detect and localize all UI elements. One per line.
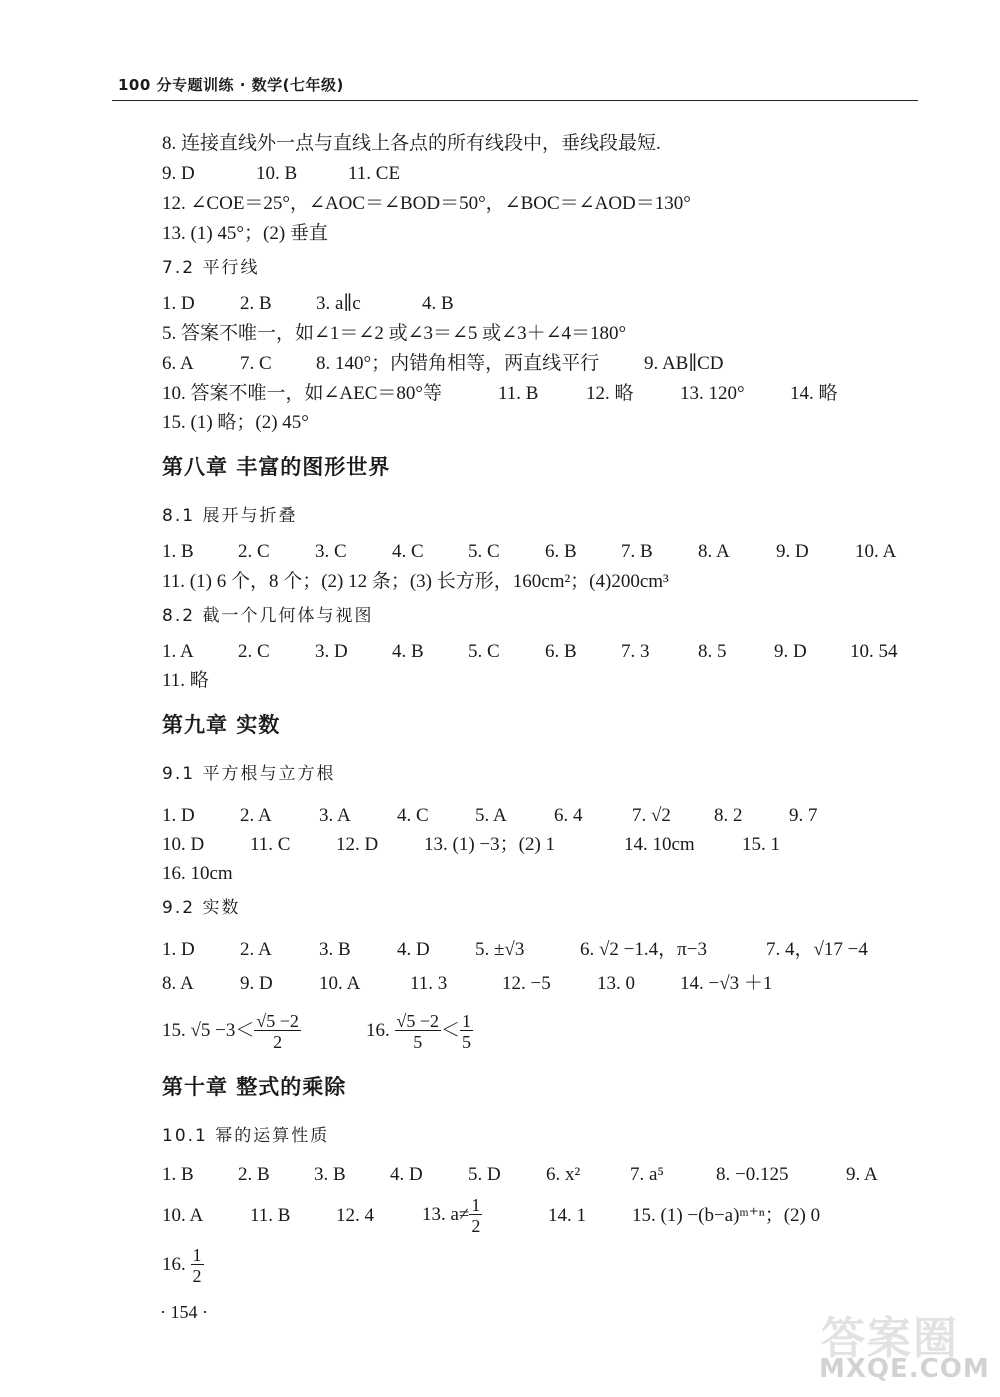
fraction	[460, 1012, 473, 1051]
answer-item: 6. B	[545, 541, 577, 562]
answer-text: 13. a≠	[422, 1203, 470, 1225]
answer-item	[162, 1012, 301, 1051]
answer-item: 2. C	[238, 641, 270, 662]
answer-item: 5. A	[475, 805, 507, 826]
answer-item: 14. 10cm	[624, 834, 695, 855]
answer-text: 16.	[162, 1253, 186, 1275]
answer-item: 12. D	[336, 834, 379, 855]
answer-item: 7. 3	[621, 641, 650, 662]
answer-item: 5. D	[468, 1164, 501, 1185]
answer-row	[162, 1163, 922, 1193]
answer-item: 4. B	[422, 293, 454, 314]
answer-row	[162, 162, 922, 192]
answer-item: 15. (1) −(b−a)ᵐ⁺ⁿ；(2) 0	[632, 1205, 821, 1226]
chapter-heading: 第十章 整式的乘除	[162, 1075, 347, 1099]
answer-item: 13. 120°	[680, 383, 745, 404]
section-heading: 8.2 截一个几何体与视图	[162, 606, 374, 626]
answer-item: 6. √2 −1.4，π−3	[580, 939, 707, 960]
answer-row	[162, 292, 922, 322]
answer-item: 6. B	[545, 641, 577, 662]
answer-item: 10. 答案不唯一，如∠AEC＝80°等	[162, 383, 443, 404]
answer-item: 2. C	[238, 541, 270, 562]
answer-row	[162, 540, 922, 570]
answer-item: 11. CE	[348, 163, 401, 184]
section-heading: 7.2 平行线	[162, 258, 260, 278]
answer-item: 2. B	[238, 1164, 270, 1185]
answer-item: 3. C	[315, 541, 347, 562]
answer-item: 9. D	[774, 641, 807, 662]
answer-row	[162, 382, 922, 412]
answer-text: 15. √5 −3＜	[162, 1019, 255, 1041]
answer-item: 7. C	[240, 353, 272, 374]
answer-item: 9. AB∥CD	[644, 353, 724, 374]
answer-item: 3. B	[314, 1164, 346, 1185]
page-number: · 154 ·	[160, 1302, 208, 1322]
answer-item: 14. −√3 ＋1	[680, 973, 773, 994]
answer-item: 1. D	[162, 293, 195, 314]
answer-item: 14. 略	[790, 383, 838, 404]
answer-item: 9. A	[846, 1164, 878, 1185]
answer-item: 11. C	[250, 834, 291, 855]
answer-item: 3. B	[319, 939, 351, 960]
answer-row	[162, 1012, 922, 1056]
answer-item: 1. A	[162, 641, 194, 662]
answer-item	[366, 1012, 473, 1051]
answer-row	[162, 640, 922, 670]
fraction-numerator: √5 −2	[256, 1011, 299, 1031]
answer-item: 6. x²	[546, 1164, 581, 1185]
answer-item: 10. A	[319, 973, 361, 994]
answer-item: 8. A	[162, 973, 194, 994]
fraction	[469, 1196, 482, 1235]
answer-item: 12. 略	[586, 383, 634, 404]
fraction-denominator: 2	[192, 1266, 202, 1286]
answer-line: 11. 略	[162, 670, 209, 691]
answer-row	[162, 972, 922, 1002]
answer-item: 5. C	[468, 641, 500, 662]
answer-item: 10. B	[256, 163, 298, 184]
answer-item: 9. D	[162, 163, 195, 184]
fraction-denominator: 5	[395, 1030, 442, 1051]
answer-item: 6. 4	[554, 805, 583, 826]
less-than-sign: ＜	[441, 1019, 461, 1041]
answer-line: 15. (1) 略；(2) 45°	[162, 412, 309, 433]
answer-item: 10. 54	[850, 641, 898, 662]
header-rule	[112, 100, 918, 101]
answer-line: 8. 连接直线外一点与直线上各点的所有线段中，垂线段最短.	[162, 133, 661, 154]
fraction-denominator: 5	[462, 1032, 472, 1052]
answer-item: 3. D	[315, 641, 348, 662]
answer-item: 5. C	[468, 541, 500, 562]
answer-line: 5. 答案不唯一，如∠1＝∠2 或∠3＝∠5 或∠3＋∠4＝180°	[162, 323, 627, 344]
fraction	[191, 1246, 204, 1285]
answer-item: 9. 7	[789, 805, 818, 826]
answer-item: 4. D	[397, 939, 430, 960]
answer-item: 14. 1	[548, 1205, 586, 1226]
fraction-numerator: 1	[192, 1245, 202, 1265]
answer-item: 8. 140°；内错角相等，两直线平行	[316, 353, 600, 374]
fraction-numerator: 1	[471, 1195, 481, 1215]
fraction-denominator: 2	[254, 1030, 301, 1051]
answer-item: 4. B	[392, 641, 424, 662]
answer-item: 8. A	[698, 541, 730, 562]
answer-item: 7. B	[621, 541, 653, 562]
answer-item: 8. 2	[714, 805, 743, 826]
fraction	[395, 1012, 442, 1051]
answer-item: 12. 4	[336, 1205, 374, 1226]
answer-item: 3. A	[319, 805, 351, 826]
answer-item: 11. B	[498, 383, 539, 404]
answer-row	[162, 352, 922, 382]
answer-item: 2. A	[240, 939, 272, 960]
answer-item: 15. 1	[742, 834, 780, 855]
answer-text: 16.	[366, 1019, 390, 1041]
section-heading: 10.1 幂的运算性质	[162, 1126, 330, 1146]
answer-item: 13. (1) −3；(2) 1	[424, 834, 556, 855]
answer-row	[162, 1246, 922, 1290]
answer-item: 13. 0	[597, 973, 635, 994]
answer-item: 10. A	[855, 541, 897, 562]
chapter-heading: 第八章 丰富的图形世界	[162, 455, 391, 479]
answer-item: 7. a⁵	[630, 1164, 665, 1185]
answer-item: 8. 5	[698, 641, 727, 662]
answer-row	[162, 938, 922, 968]
answer-item: 1. B	[162, 1164, 194, 1185]
answer-item: 2. B	[240, 293, 272, 314]
answer-line: 16. 10cm	[162, 863, 233, 884]
answer-item: 1. D	[162, 939, 195, 960]
answer-item: 8. −0.125	[716, 1164, 789, 1185]
answer-item: 4. C	[392, 541, 424, 562]
fraction-numerator: √5 −2	[396, 1011, 440, 1031]
answer-item: 10. A	[162, 1205, 204, 1226]
answer-item: 5. ±√3	[475, 939, 525, 960]
answer-item: 11. B	[250, 1205, 291, 1226]
answer-item: 4. C	[397, 805, 429, 826]
fraction-numerator: 1	[462, 1011, 472, 1031]
running-header: 100 分专题训练 · 数学(七年级)	[118, 76, 344, 94]
section-heading: 8.1 展开与折叠	[162, 506, 298, 526]
watermark-logo	[815, 1302, 993, 1394]
answer-item: 6. A	[162, 353, 194, 374]
section-heading: 9.1 平方根与立方根	[162, 764, 336, 784]
section-heading: 9.2 实数	[162, 898, 241, 918]
answer-item: 2. A	[240, 805, 272, 826]
answer-item: 11. 3	[410, 973, 448, 994]
watermark-url: MXQE.COM	[819, 1354, 990, 1384]
answer-item: 1. D	[162, 805, 195, 826]
answer-item: 9. D	[240, 973, 273, 994]
answer-row	[162, 833, 922, 863]
answer-item: 1. B	[162, 541, 194, 562]
answer-item: 3. a∥c	[316, 293, 361, 314]
answer-item: 7. √2	[632, 805, 671, 826]
answer-row	[162, 1196, 922, 1240]
fraction	[254, 1012, 301, 1051]
answer-line: 12. ∠COE＝25°，∠AOC＝∠BOD＝50°，∠BOC＝∠AOD＝130°	[162, 193, 691, 214]
answer-item: 7. 4，√17 −4	[766, 939, 868, 960]
answer-row	[162, 804, 922, 834]
answer-item	[422, 1196, 482, 1235]
answer-item: 9. D	[776, 541, 809, 562]
answer-item	[162, 1246, 204, 1285]
answer-item: 12. −5	[502, 973, 551, 994]
answer-line: 11. (1) 6 个，8 个；(2) 12 条；(3) 长方形，160cm²；(4)200cm³	[162, 571, 669, 592]
chapter-heading: 第九章 实数	[162, 713, 281, 737]
answer-item: 10. D	[162, 834, 205, 855]
answer-line: 13. (1) 45°；(2) 垂直	[162, 223, 328, 244]
watermark-chinese: 答案圈	[821, 1313, 959, 1364]
fraction-denominator: 2	[471, 1216, 481, 1236]
answer-item: 4. D	[390, 1164, 423, 1185]
